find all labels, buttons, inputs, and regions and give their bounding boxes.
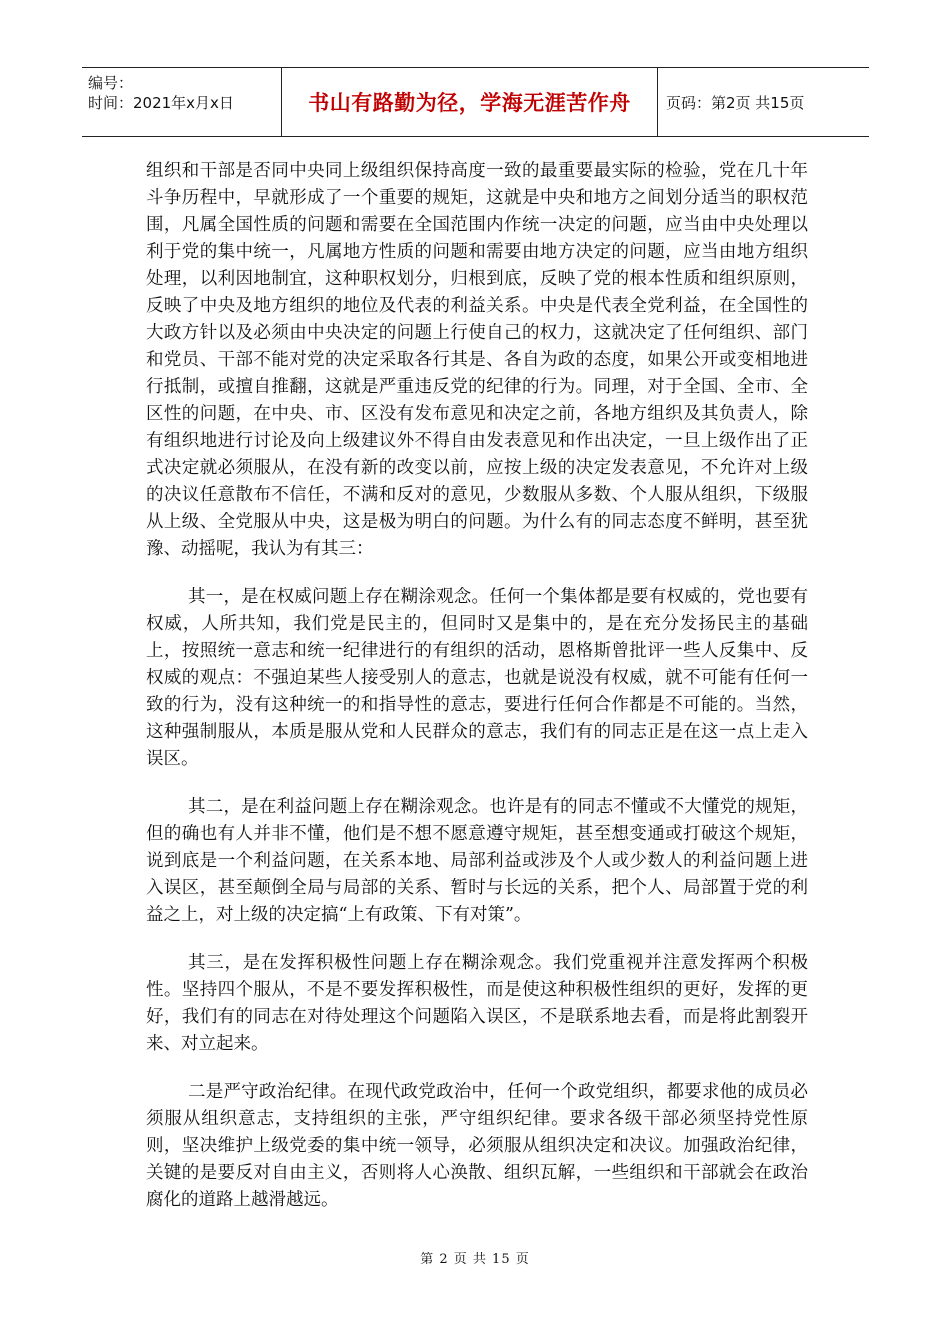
page-footer: 第 2 页 共 15 页 [420, 1252, 530, 1267]
body-paragraph: 其一，是在权威问题上存在糊涂观念。任何一个集体都是要有权威的，党也要有权威，人所共知，我们党是民主的，但同时又是集中的，是在充分发扬民主的基础上，按照统一意志和统一纪律进行的有组织的活动，恩格斯曾批评一些人反集中、反权威的观点：不强迫某些人接受别人的意志，也就是说没有权威，就不可能有任何一致的行为，没有这种统一的和指导性的意志，要进行任何合作都是不可能的。当然，这种强制服从，本质是服从党和人民群众的意志，我们有的同志正是在这一点上走入误区。 [146, 587, 808, 769]
body-paragraph: 其三，是在发挥积极性问题上存在糊涂观念。我们党重视并注意发挥两个积极性。坚持四个服从，不是不要发挥积极性，而是使这种积极性组织的更好，发挥的更好，我们有的同志在对待处理这个问题陷入误区，不是联系地去看，而是将此割裂开来、对立起来。 [146, 953, 808, 1054]
body-paragraph: 二是严守政治纪律。在现代政党政治中，任何一个政党组织，都要求他的成员必须服从组织意志，支持组织的主张，严守组织纪律。要求各级干部必须坚持党性原则，坚决维护上级党委的集中统一领导，必须服从组织决定和决议。加强政治纪律，关键的是要反对自由主义，否则将人心涣散、组织瓦解，一些组织和干部就会在政治腐化的道路上越滑越远。 [146, 1082, 808, 1210]
header-meta-cell [82, 68, 282, 136]
body-paragraph: 其二，是在利益问题上存在糊涂观念。也许是有的同志不懂或不大懂党的规矩，但的确也有人并非不懂，他们是不想不愿意遵守规矩，甚至想变通或打破这个规矩，说到底是一个利益问题，在关系本地、局部利益或涉及个人或少数人的利益问题上进入误区，甚至颠倒全局与局部的关系、暂时与长远的关系，把个人、局部置于党的利益之上，对上级的决定搞“上有政策、下有对策”。 [146, 797, 808, 925]
document-date: 时间：2021年x月x日 [88, 94, 234, 112]
header-motto-cell [282, 68, 658, 136]
document-body [146, 158, 808, 1235]
header-page-cell [658, 68, 869, 136]
header-motto: 书山有路勤为径，学海无涯苦作舟 [308, 91, 631, 115]
document-number-label: 编号： [88, 74, 134, 92]
header-page-info: 页码：第2页 共15页 [666, 93, 805, 112]
body-paragraph: 组织和干部是否同中央同上级组织保持高度一致的最重要最实际的检验，党在几十年斗争历程中，早就形成了一个重要的规矩，这就是中央和地方之间划分适当的职权范围，凡属全国性质的问题和需要在全国范围内作统一决定的问题，应当由中央处理以利于党的集中统一，凡属地方性质的问题和需要由地方决定的问题，应当由地方组织处理，以利因地制宜，这种职权划分，归根到底，反映了党的根本性质和组织原则，反映了中央及地方组织的地位及代表的利益关系。中央是代表全党利益，在全国性的大政方针以及必须由中央决定的问题上行使自己的权力，这就决定了任何组织、部门和党员、干部不能对党的决定采取各行其是、各自为政的态度，如果公开或变相地进行抵制，或擅自推翻，这就是严重违反党的纪律的行为。同理，对于全国、全市、全区性的问题，在中央、市、区没有发布意见和决定之前，各地方组织及其负责人，除有组织地进行讨论及向上级建议外不得自由发表意见和作出决定，一旦上级作出了正式决定就必须服从，在没有新的改变以前，应按上级的决定发表意见，不允许对上级的决议任意散布不信任，不满和反对的意见，少数服从多数、个人服从组织，下级服从上级、全党服从中央，这是极为明白的问题。为什么有的同志态度不鲜明，甚至犹豫、动摇呢，我认为有其三： [146, 161, 808, 559]
page-header [82, 67, 869, 137]
